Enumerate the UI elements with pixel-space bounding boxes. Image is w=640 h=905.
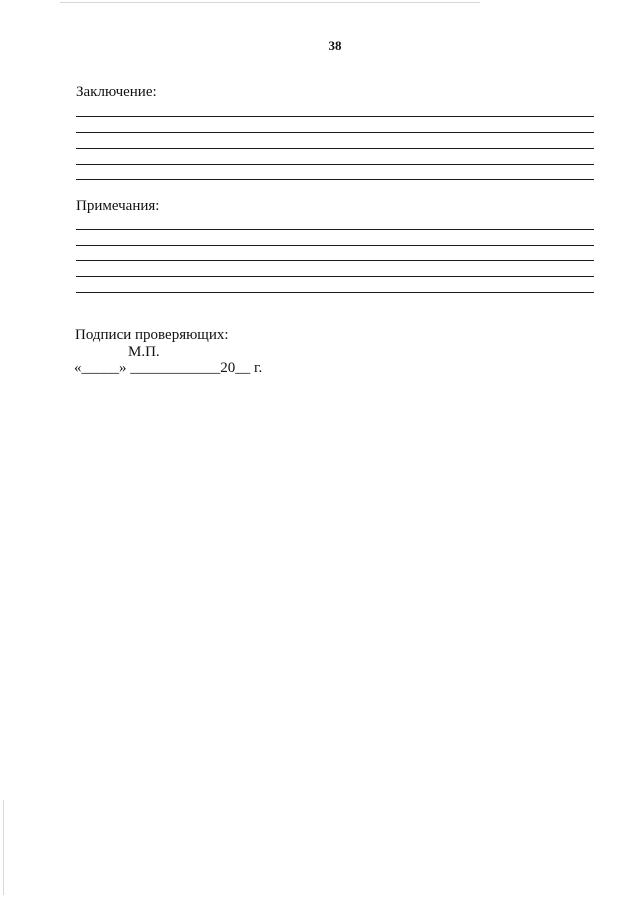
conclusion-line — [76, 148, 594, 149]
conclusion-line — [76, 164, 594, 165]
conclusion-line — [76, 132, 594, 133]
notes-line — [76, 229, 594, 230]
notes-line — [76, 260, 594, 261]
scan-edge-left — [3, 800, 4, 895]
scan-edge-top — [60, 2, 480, 3]
page-number: 38 — [328, 38, 342, 53]
conclusion-line — [76, 179, 594, 180]
notes-line — [76, 292, 594, 293]
stamp-label: М.П. — [128, 344, 160, 360]
notes-line — [76, 276, 594, 277]
signatures-label: Подписи проверяющих: — [75, 327, 229, 343]
notes-line — [76, 245, 594, 246]
conclusion-heading: Заключение: — [76, 84, 157, 100]
date-line: «_____» ____________20__ г. — [74, 360, 263, 376]
notes-heading: Примечания: — [76, 198, 160, 214]
conclusion-line — [76, 116, 594, 117]
